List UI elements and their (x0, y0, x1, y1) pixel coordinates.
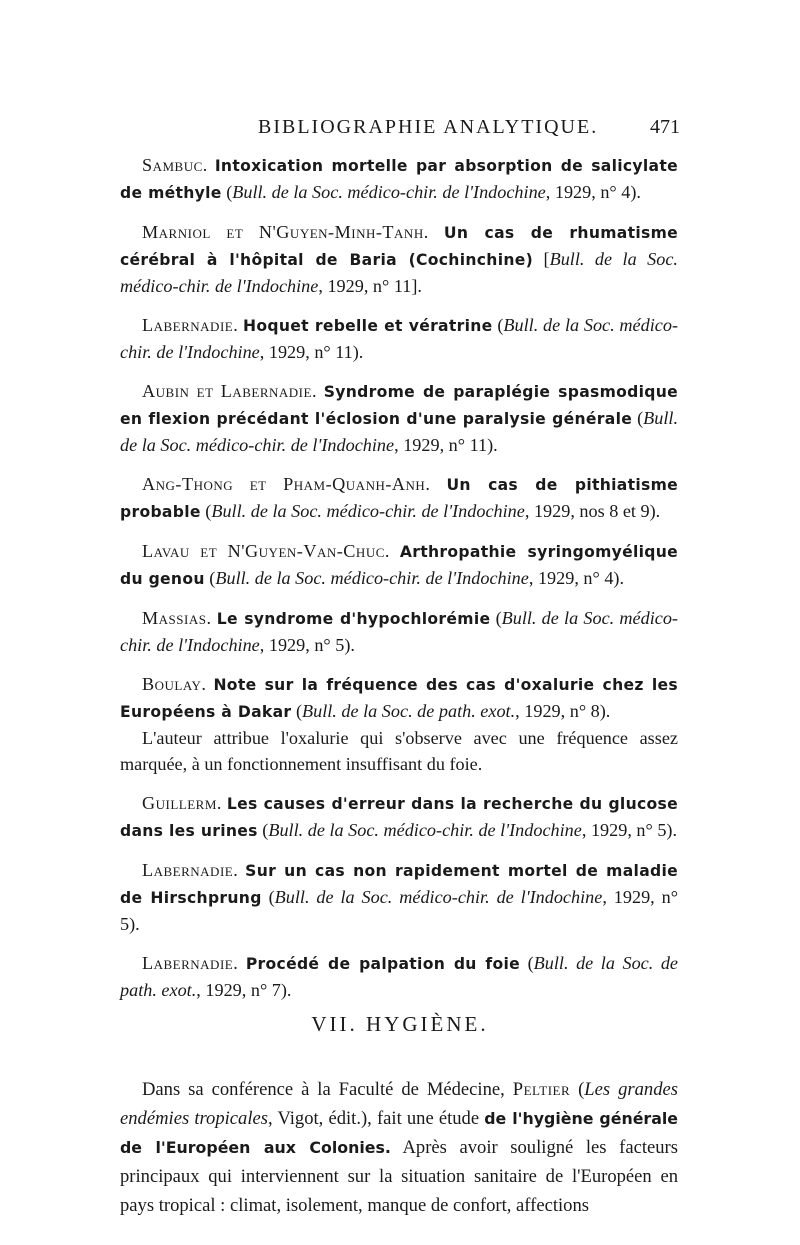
bibliography-entry (120, 219, 678, 299)
bibliography-entry (120, 950, 678, 1003)
bibliography-entry (120, 471, 678, 525)
body-paragraph (120, 1075, 678, 1220)
entry-ref-tail: , 1929, n° 11). (394, 435, 498, 455)
bibliography-entry (120, 312, 678, 365)
entry-ref-tail: , 1929, n° 5). (259, 635, 355, 655)
body-text-2: ( (570, 1079, 585, 1100)
entry-author: Guillerm. (142, 793, 222, 813)
entry-title: Sur un cas non rapidement mortel de maladie de Hirschprung (120, 862, 679, 907)
entry-reference: Bull. de la Soc. de path. exot. (302, 701, 516, 721)
entry-ref-open: ( (632, 408, 644, 428)
entry-ref-tail: , 1929, n° 11]. (318, 276, 422, 296)
entry-title: Arthropathie syringomyélique du genou (120, 543, 679, 588)
bibliography-entry (120, 790, 678, 844)
entry-reference: Bull. de la Soc. médico-chir. de l'Indochine (120, 608, 678, 655)
bibliography-entry (120, 538, 678, 592)
entry-author: Lavau et N'Guyen-Van-Chuc. (142, 541, 390, 561)
body-bold-text: de l'hygiène générale de l'Européen aux Colonies. (120, 1109, 678, 1157)
entry-spacer (238, 953, 246, 973)
entry-title: Les causes d'erreur dans la recherche du glucose dans les urines (120, 795, 678, 840)
entry-reference: Bull. de la Soc. médico-chir. de l'Indochine (120, 315, 678, 362)
bibliography-entry (120, 378, 678, 458)
entry-title: Hoquet rebelle et vératrine (243, 317, 493, 335)
entry-ref-tail: , 1929, n° 5). (120, 887, 678, 934)
entry-author: Labernadie. (142, 953, 239, 973)
body-text-3: , Vigot, édit.), fait une étude (268, 1108, 485, 1129)
body-text-1: Dans sa conférence à la Faculté de Médecine, (142, 1079, 513, 1100)
entry-ref-open: ( (492, 315, 504, 335)
entry-reference: Bull. de la Soc. médico-chir. de l'Indochine (232, 182, 546, 202)
body-author: Peltier (512, 1079, 571, 1100)
entry-ref-open: ( (204, 568, 216, 588)
entry-ref-tail: , 1929, nos 8 et 9). (524, 501, 661, 521)
entry-title: Un cas de rhumatisme cérébral à l'hôpital de Baria (Cochinchine) (120, 224, 679, 269)
entry-author: Massias. (142, 608, 212, 628)
entry-author: Labernadie. (142, 315, 239, 335)
body-text-4: Après avoir souligné les facteurs principaux qui interviennent sur la situation sanitaire de l'Européen en pays tropical : climat, isolement, manque de confort, affections (120, 1137, 678, 1216)
entry-ref-open: ( (257, 820, 269, 840)
entry-ref-tail: , 1929, n° 8). (515, 701, 611, 721)
body-reference: Les grandes endémies tropicales (120, 1079, 678, 1129)
entry-reference: Bull. de la Soc. de path. exot. (120, 953, 678, 1000)
entry-reference: Bull. de la Soc. médico-chir. de l'Indochine (120, 408, 678, 455)
entry-ref-open: ( (221, 182, 233, 202)
entry-title: Intoxication mortelle par absorption de salicylate de méthyle (120, 157, 678, 202)
entry-ref-open: ( (520, 953, 534, 973)
entry-author: Aubin et Labernadie. (142, 381, 318, 401)
entry-ref-tail: , 1929, n° 4). (528, 568, 625, 588)
entry-title: Procédé de palpation du foie (245, 955, 521, 973)
entry-reference: Bull. de la Soc. médico-chir. de l'Indochine (211, 501, 525, 521)
bibliography-entries (120, 152, 678, 1016)
entry-reference: Bull. de la Soc. médico-chir. de l'Indochine (274, 887, 603, 907)
entry-spacer (208, 155, 215, 175)
entry-spacer (430, 474, 446, 494)
entry-spacer (390, 541, 400, 561)
entry-author: Boulay. (142, 674, 207, 694)
entry-title: Syndrome de paraplégie spasmodique en flexion précédant l'éclosion d'une paralysie générale (120, 383, 679, 428)
bibliography-entry (120, 605, 678, 658)
entry-ref-tail: , 1929, n° 5). (581, 820, 678, 840)
entry-author: Sambuc. (142, 155, 208, 175)
entry-ref-tail: , 1929, n° 11). (259, 342, 364, 362)
entry-spacer (317, 381, 324, 401)
page-number: 471 (650, 116, 680, 138)
entry-ref-open: ( (490, 608, 502, 628)
bibliography-entry (120, 152, 678, 206)
section-title: VII. HYGIÈNE. (311, 1012, 489, 1036)
running-head: BIBLIOGRAPHIE ANALYTIQUE. (258, 116, 599, 138)
entry-reference: Bull. de la Soc. médico-chir. de l'Indochine (120, 249, 678, 296)
entry-title: Note sur la fréquence des cas d'oxalurie chez les Européens à Dakar (120, 676, 679, 721)
entry-reference: Bull. de la Soc. médico-chir. de l'Indochine (268, 820, 582, 840)
bibliography-entry (120, 857, 678, 937)
entry-title: Un cas de pithiatisme probable (120, 476, 678, 521)
entry-author: Labernadie. (142, 860, 239, 880)
entry-note: L'auteur attribue l'oxalurie qui s'observe avec une fréquence assez marquée, à un fonctionnement insuffisant du foie. (120, 728, 678, 774)
entry-ref-open: ( (200, 501, 212, 521)
entry-author: Ang-Thong et Pham-Quanh-Anh. (142, 474, 431, 494)
bibliography-entry (120, 671, 678, 777)
entry-ref-open: ( (261, 887, 275, 907)
entry-ref-open: [ (533, 249, 550, 269)
entry-ref-tail: , 1929, n° 4). (545, 182, 641, 202)
entry-title: Le syndrome d'hypochlorémie (216, 610, 491, 628)
entry-reference: Bull. de la Soc. médico-chir. de l'Indochine (215, 568, 529, 588)
entry-spacer (429, 222, 444, 242)
page-header (120, 112, 680, 142)
entry-author: Marniol et N'Guyen-Minh-Tanh. (142, 222, 429, 242)
entry-ref-open: ( (291, 701, 302, 721)
entry-ref-tail: , 1929, n° 7). (196, 980, 292, 1000)
